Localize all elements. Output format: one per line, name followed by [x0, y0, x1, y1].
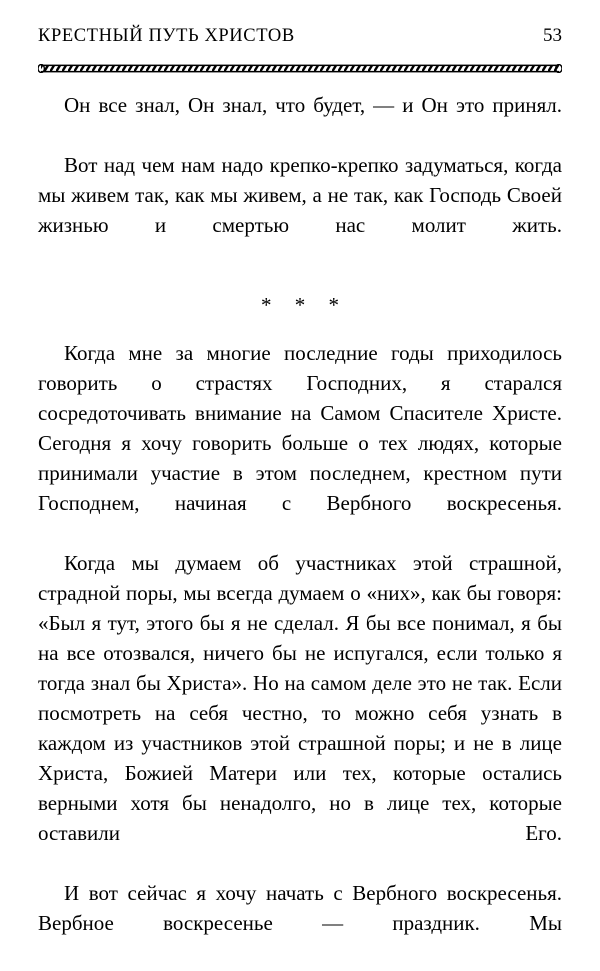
- asterism-separator: * * *: [261, 293, 348, 317]
- page-number: 53: [543, 25, 562, 46]
- braided-rope-divider-icon: [38, 64, 562, 73]
- page-content-column: [38, 0, 562, 968]
- running-head: [38, 26, 562, 56]
- spacer: [38, 320, 562, 338]
- paragraph: Вот над чем нам надо крепко-крепко задуматься, когда мы живем так, как мы живем, а не так, как Господь Своей жизнью и смертью нас молит жить.: [38, 153, 562, 237]
- body-text: [38, 90, 562, 968]
- spacer: [38, 270, 562, 290]
- paragraph: Когда мы думаем об участниках этой страшной, страдной поры, мы всегда думаем о «них», как бы говоря: «Был я тут, этого бы я не сделал. Я бы все понимал, я бы на все отозвался, ничего бы не испугался, если только я тогда знал бы Христа». Но на самом деле это не так. Если посмотреть на себя честно, то можно себя узнать в каждом из участников этой страшной поры; и не в лице Христа, Божией Матери или тех, которые остались верными хотя бы ненадолго, но в лице тех, которые оставили Его.: [38, 551, 562, 845]
- running-head-title: КРЕСТНЫЙ ПУТЬ ХРИСТОВ: [38, 26, 295, 46]
- paragraph: Он все знал, Он знал, что будет, — и Он это принял.: [64, 93, 562, 117]
- paragraph: Когда мне за многие последние годы приходилось говорить о страстях Господних, я старался сосредоточивать внимание на Самом Спасителе Христе. Сегодня я хочу говорить больше о тех людях, которые принимали участие в этом последнем, крестном пути Господнем, начиная с Вербного воскресенья.: [38, 341, 562, 515]
- paragraph: И вот сейчас я хочу начать с Вербного воскресенья. Вербное воскресенье — праздник. Мы: [38, 881, 562, 935]
